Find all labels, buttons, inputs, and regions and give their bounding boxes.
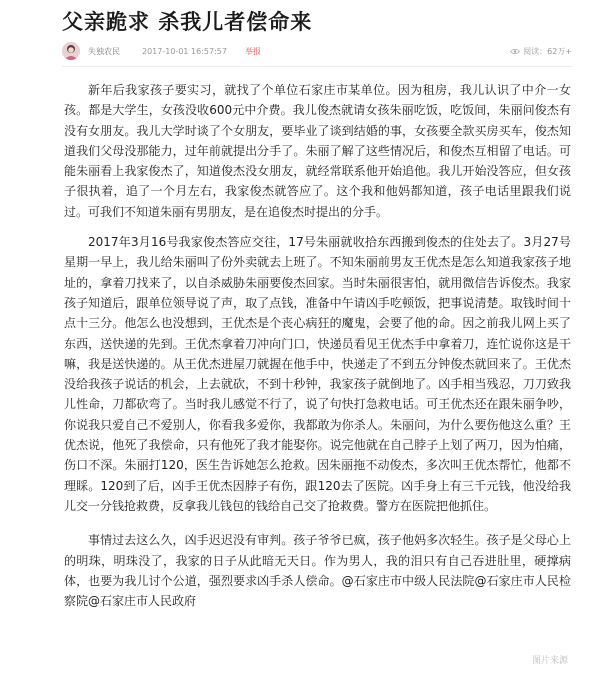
avatar-icon	[62, 42, 80, 60]
article-title: 父亲跪求 杀我儿者偿命来	[62, 10, 313, 34]
author-avatar[interactable]	[62, 42, 80, 60]
watermark: 图片来源	[462, 648, 572, 670]
article-body	[64, 80, 571, 611]
read-count	[510, 46, 572, 57]
publish-date: 2017-10-01 16:57:57	[142, 46, 227, 56]
author-name[interactable]: 失独农民	[88, 46, 120, 56]
article-meta	[62, 40, 572, 62]
header-divider	[62, 66, 572, 67]
paragraph-2: 2017年3月16号我家俊杰答应交往，17号朱丽就收拾东西搬到俊杰的住处去了。3月27号星期一早上，我儿给朱丽叫了份外卖就去上班了。不知朱丽前男友王优杰是怎么知道我家孩子地址的，拿着刀找来了，以自杀威胁朱丽要俊杰回家。当时朱丽很害怕，就用微信告诉俊杰。我家孩子知道后，跟单位领导说了声，取了点钱，准备中午请凶手吃顿饭，把事说清楚。取钱时间十点十三分。他怎么也没想到，王优杰是个丧心病狂的魔鬼，会要了他的命。因之前我儿网上买了东西，送快递的先到。王优杰拿着刀冲向门口，快递员看见王优杰手中拿着刀，连忙说你这是干嘛，我是送快递的。从王优杰进屋刀就握在他手中，快递走了不到五分钟俊杰就回来了。王优杰没给我孩子说话的机会，上去就砍，不到十秒钟，我家孩子就倒地了。凶手相当残忍，刀刀致我儿性命，刀都砍弯了。当时我儿感觉不行了，说了句快打急救电话。可王优杰还在跟朱丽争吵，你说我只爱自己不爱别人，你看我多爱你，我都敢为你杀人。朱丽问，为什么要伤他这么重？王优杰说，他死了我偿命，只有他死了我才能娶你。说完他就在自己脖子上划了两刀，因为怕痛，伤口不深。朱丽打120，医生告诉她怎么抢救。因朱丽拖不动俊杰，多次叫王优杰帮忙，他都不理睬。120到了后，凶手王优杰因脖子有伤，跟120去了医院。凶手身上有三千元钱，他没给我儿交一分钱抢救费，反拿我儿钱包的钱给自己交了抢救费。警方在医院把他抓住。	[64, 235, 571, 513]
report-link[interactable]: 举报	[244, 46, 261, 56]
eye-icon	[510, 48, 520, 55]
read-count-text: 阅读：62万+	[523, 46, 572, 56]
paragraph-3: 事情过去这么久，凶手迟迟没有审判。孩子爷爷已疯，孩子他妈多次轻生。孩子是父母心上的明珠，明珠没了，我家的日子从此暗无天日。作为男人，我的泪只有自己吞进肚里，硬撑病体，也要为我儿讨个公道，强烈要求凶手杀人偿命。@石家庄市中级人民法院@石家庄市人民检察院@石家庄市人民政府	[64, 533, 571, 609]
paragraph-1: 新年后我家孩子要实习，就找了个单位石家庄市某单位。因为租房，我儿认识了中介一女孩。都是大学生，女孩没收600元中介费。我儿俊杰就请女孩朱丽吃饭，吃饭间，朱丽问俊杰有没有女朋友。我儿大学时谈了个女朋友，要毕业了谈到结婚的事，女孩要全款买房买车，俊杰知道我们父母没那能力，过年前就提出分手了。朱丽了解了这些情况后，和俊杰互相留了电话。可能朱丽看上我家俊杰了，知道俊杰没女朋友，就经常联系他开始追他。我儿开始没答应，但女孩子很执着，追了一个月左右，我家俊杰就答应了。这个我和他妈都知道，孩子电话里跟我们说过。可我们不知道朱丽有男朋友，是在追俊杰时提出的分手。	[64, 83, 571, 219]
